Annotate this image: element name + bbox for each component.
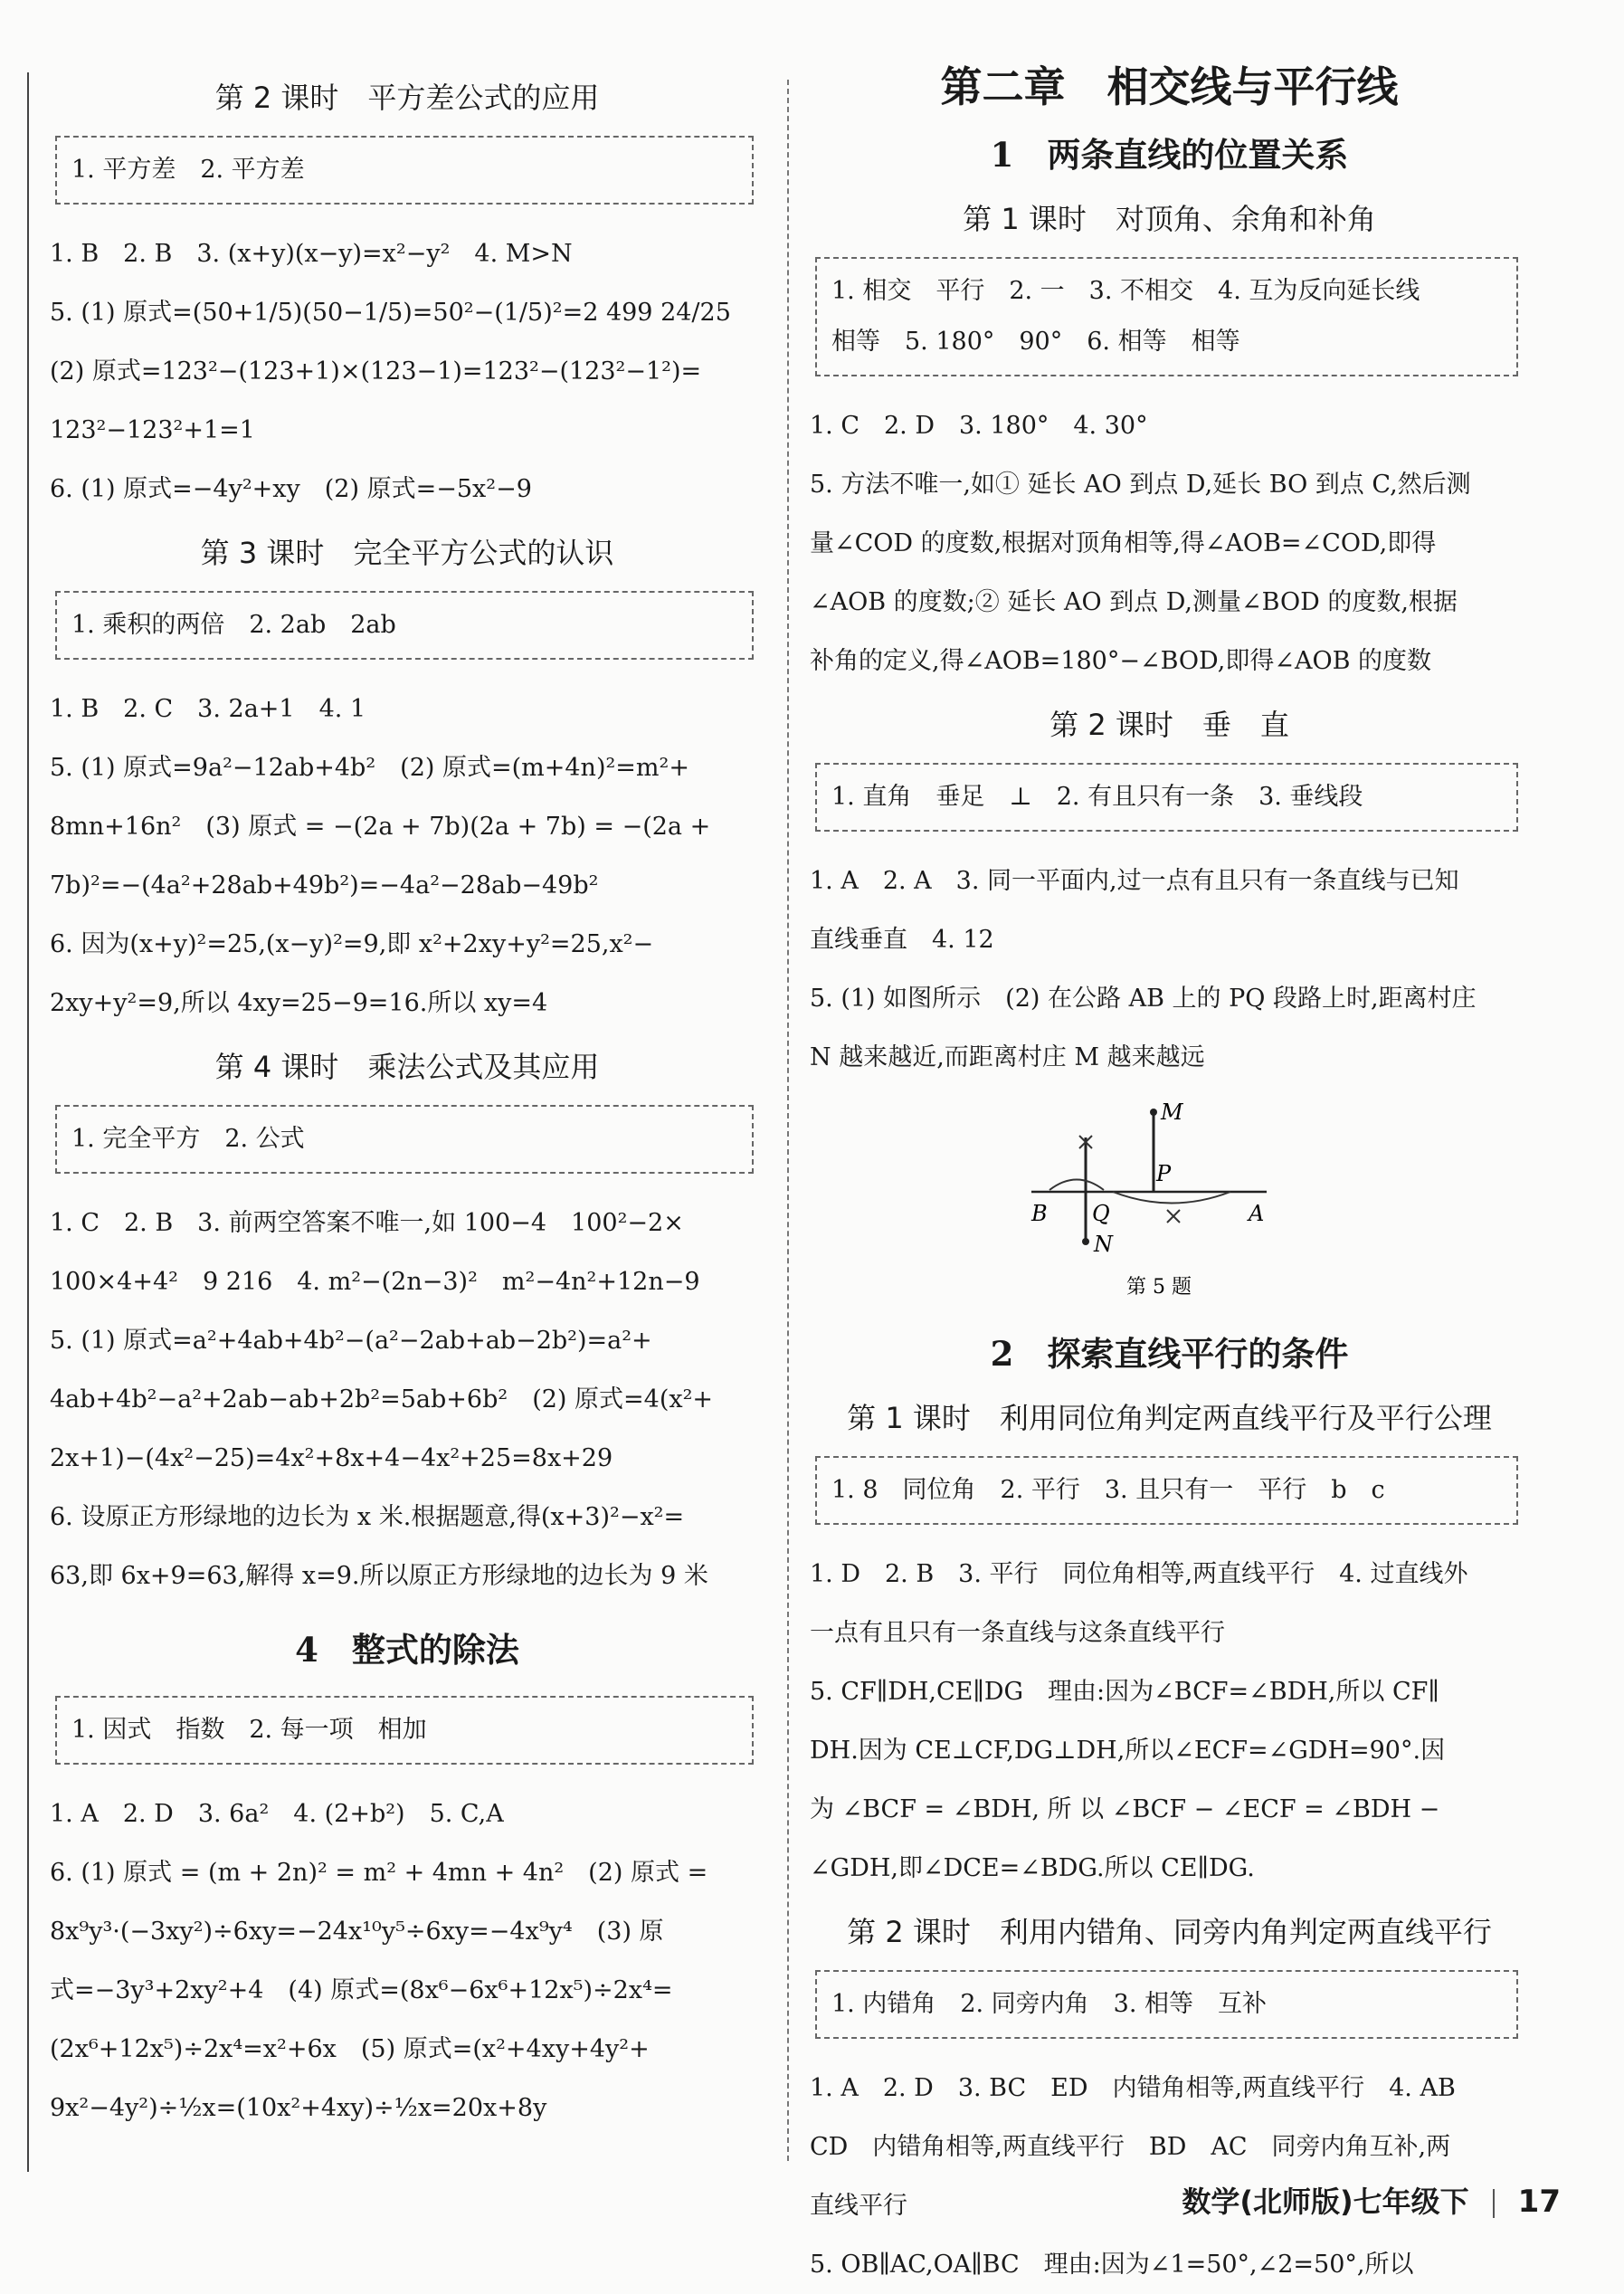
concept-box: 1. 乘积的两倍 2. 2ab 2ab xyxy=(55,591,754,660)
answer-line: 1. D 2. B 3. 平行 同位角相等,两直线平行 4. 过直线外 xyxy=(810,1560,1468,1588)
answer-line: 直线平行 xyxy=(810,2192,907,2220)
answer-line: 9x²−4y²)÷½x=(10x²+4xy)÷½x=20x+8y xyxy=(50,2094,547,2122)
label-b: B xyxy=(1031,1201,1048,1226)
concept-box-line: 1. 相交 平行 2. 一 3. 不相交 4. 互为反向延长线 xyxy=(831,277,1420,305)
answer-line: 5. (1) 原式=a²+4ab+4b²−(a²−2ab+ab−2b²)=a²+ xyxy=(50,1327,652,1355)
answer-line: 6. 因为(x+y)²=25,(x−y)²=9,即 x²+2xy+y²=25,x²− xyxy=(50,930,654,958)
answer-line: 7b)²=−(4a²+28ab+49b²)=−4a²−28ab−49b² xyxy=(50,871,599,900)
page-edge xyxy=(27,72,29,2172)
answer-line: 1. B 2. C 3. 2a+1 4. 1 xyxy=(50,695,366,723)
answer-line: 6. (1) 原式 = (m + 2n)² = m² + 4mn + 4n² (2) 原式 = xyxy=(50,1859,708,1887)
answer-line: 1. A 2. D 3. 6a² 4. (2+b²) 5. C,A xyxy=(50,1800,504,1828)
label-n: N xyxy=(1094,1232,1113,1257)
answer-line: 补角的定义,得∠AOB=180°−∠BOD,即得∠AOB 的度数 xyxy=(810,647,1432,675)
answer-line: ∠AOB 的度数;② 延长 AO 到点 D,测量∠BOD 的度数,根据 xyxy=(810,588,1458,616)
answer-line: 1. A 2. A 3. 同一平面内,过一点有且只有一条直线与已知 xyxy=(810,867,1459,895)
label-p: P xyxy=(1156,1161,1172,1186)
answer-line: 5. OB∥AC,OA∥BC 理由:因为∠1=50°,∠2=50°,所以 xyxy=(810,2251,1414,2279)
answer-line: 6. 设原正方形绿地的边长为 x 米.根据题意,得(x+3)²−x²= xyxy=(50,1503,685,1531)
answer-line: 8mn+16n² (3) 原式 = −(2a + 7b)(2a + 7b) = −(2a + xyxy=(50,813,711,841)
answer-line: ∠GDH,即∠DCE=∠BDG.所以 CE∥DG. xyxy=(810,1854,1255,1882)
answer-line: 1. B 2. B 3. (x+y)(x−y)=x²−y² 4. M>N xyxy=(50,240,573,268)
answer-line: 5. (1) 原式=9a²−12ab+4b² (2) 原式=(m+4n)²=m²+ xyxy=(50,754,689,782)
section-title: 4 整式的除法 xyxy=(295,1630,519,1670)
answer-line: 2xy+y²=9,所以 4xy=25−9=16.所以 xy=4 xyxy=(50,989,548,1017)
construction-arc xyxy=(1049,1180,1104,1191)
lesson-title: 第 2 课时 利用内错角、同旁内角判定两直线平行 xyxy=(847,1915,1492,1949)
column-divider xyxy=(787,80,789,2161)
answer-line: 8x⁹y³·(−3xy²)÷6xy=−24x¹⁰y⁵÷6xy=−4x⁹y⁴ (3) 原 xyxy=(50,1918,664,1946)
answer-line: 63,即 6x+9=63,解得 x=9.所以原正方形绿地的边长为 9 米 xyxy=(50,1562,708,1590)
concept-box: 1. 直角 垂足 ⊥ 2. 有且只有一条 3. 垂线段 xyxy=(815,763,1518,832)
concept-box: 1. 8 同位角 2. 平行 3. 且只有一 平行 b c xyxy=(815,1456,1518,1525)
answer-line: DH.因为 CE⊥CF,DG⊥DH,所以∠ECF=∠GDH=90°.因 xyxy=(810,1737,1446,1765)
answer-line: 4ab+4b²−a²+2ab−ab+2b²=5ab+6b² (2) 原式=4(x²+ xyxy=(50,1385,714,1414)
point-n xyxy=(1082,1238,1089,1245)
lesson-title: 第 2 课时 垂 直 xyxy=(1049,708,1289,742)
construction-arc xyxy=(1113,1192,1230,1204)
answer-line: 5. 方法不唯一,如① 延长 AO 到点 D,延长 BO 到点 C,然后测 xyxy=(810,471,1471,499)
concept-box: 1. 因式 指数 2. 每一项 相加 xyxy=(55,1696,754,1765)
concept-box: 1. 内错角 2. 同旁内角 3. 相等 互补 xyxy=(815,1970,1518,2039)
page-number: 17 xyxy=(1517,2184,1561,2220)
right-column xyxy=(810,63,1529,2294)
figure-problem-5 xyxy=(810,1092,1529,1309)
answer-line: 直线垂直 4. 12 xyxy=(810,926,994,954)
answer-line: 5. (1) 原式=(50+1/5)(50−1/5)=50²−(1/5)²=2 499 24/25 xyxy=(50,299,731,327)
concept-box-line: 相等 5. 180° 90° 6. 相等 相等 xyxy=(831,328,1240,356)
section-title: 2 探索直线平行的条件 xyxy=(990,1334,1349,1374)
answer-line: CD 内错角相等,两直线平行 BD AC 同旁内角互补,两 xyxy=(810,2133,1451,2161)
answer-line: 1. A 2. D 3. BC ED 内错角相等,两直线平行 4. AB xyxy=(810,2074,1456,2102)
concept-box: 1. 平方差 2. 平方差 xyxy=(55,136,754,205)
answer-line: 式=−3y³+2xy²+4 (4) 原式=(8x⁶−6x⁶+12x⁵)÷2x⁴= xyxy=(50,1976,673,2004)
left-column xyxy=(50,63,765,2137)
answer-line: 为 ∠BCF = ∠BDH, 所 以 ∠BCF − ∠ECF = ∠BDH − xyxy=(810,1795,1440,1823)
label-q: Q xyxy=(1092,1201,1110,1226)
lesson-title: 第 2 课时 平方差公式的应用 xyxy=(214,81,600,115)
label-m: M xyxy=(1161,1099,1183,1125)
book-title: 数学(北师版)七年级下 xyxy=(1182,2185,1469,2219)
answer-line: N 越来越近,而距离村庄 M 越来越远 xyxy=(810,1043,1205,1071)
answer-line: 一点有且只有一条直线与这条直线平行 xyxy=(810,1619,1225,1647)
lesson-title: 第 1 课时 对顶角、余角和补角 xyxy=(963,202,1376,236)
answer-line: 5. CF∥DH,CE∥DG 理由:因为∠BCF=∠BDH,所以 CF∥ xyxy=(810,1678,1439,1706)
lesson-title: 第 4 课时 乘法公式及其应用 xyxy=(214,1050,600,1084)
answer-line: 2x+1)−(4x²−25)=4x²+8x+4−4x²+25=8x+29 xyxy=(50,1444,613,1472)
figure-caption: 第 5 题 xyxy=(1126,1276,1192,1299)
answer-line: 量∠COD 的度数,根据对顶角相等,得∠AOB=∠COD,即得 xyxy=(810,529,1437,557)
point-m xyxy=(1150,1109,1157,1116)
concept-box xyxy=(815,257,1518,376)
answer-line: 1. C 2. B 3. 前两空答案不唯一,如 100−4 100²−2× xyxy=(50,1209,684,1237)
answer-line: 1. C 2. D 3. 180° 4. 30° xyxy=(810,412,1148,440)
label-a: A xyxy=(1249,1201,1265,1226)
page-footer xyxy=(1182,2179,1561,2221)
lesson-title: 第 3 课时 完全平方公式的认识 xyxy=(200,536,614,570)
answer-line: (2) 原式=123²−(123+1)×(123−1)=123²−(123²−1²)= xyxy=(50,357,702,386)
geometry-figure xyxy=(810,1092,1529,1309)
lesson-title: 第 1 课时 利用同位角判定两直线平行及平行公理 xyxy=(847,1401,1492,1435)
footer-divider xyxy=(1493,2189,1495,2218)
answer-line: 6. (1) 原式=−4y²+xy (2) 原式=−5x²−9 xyxy=(50,475,532,503)
answer-line: (2x⁶+12x⁵)÷2x⁴=x²+6x (5) 原式=(x²+4xy+4y²+ xyxy=(50,2035,650,2063)
concept-box: 1. 完全平方 2. 公式 xyxy=(55,1105,754,1174)
answer-line: 5. (1) 如图所示 (2) 在公路 AB 上的 PQ 段路上时,距离村庄 xyxy=(810,985,1477,1013)
section-title: 1 两条直线的位置关系 xyxy=(990,135,1349,175)
answer-line: 100×4+4² 9 216 4. m²−(2n−3)² m²−4n²+12n−9 xyxy=(50,1268,700,1296)
answer-line: 123²−123²+1=1 xyxy=(50,416,255,444)
chapter-title: 第二章 相交线与平行线 xyxy=(940,62,1399,111)
construction-mark xyxy=(1167,1210,1180,1223)
